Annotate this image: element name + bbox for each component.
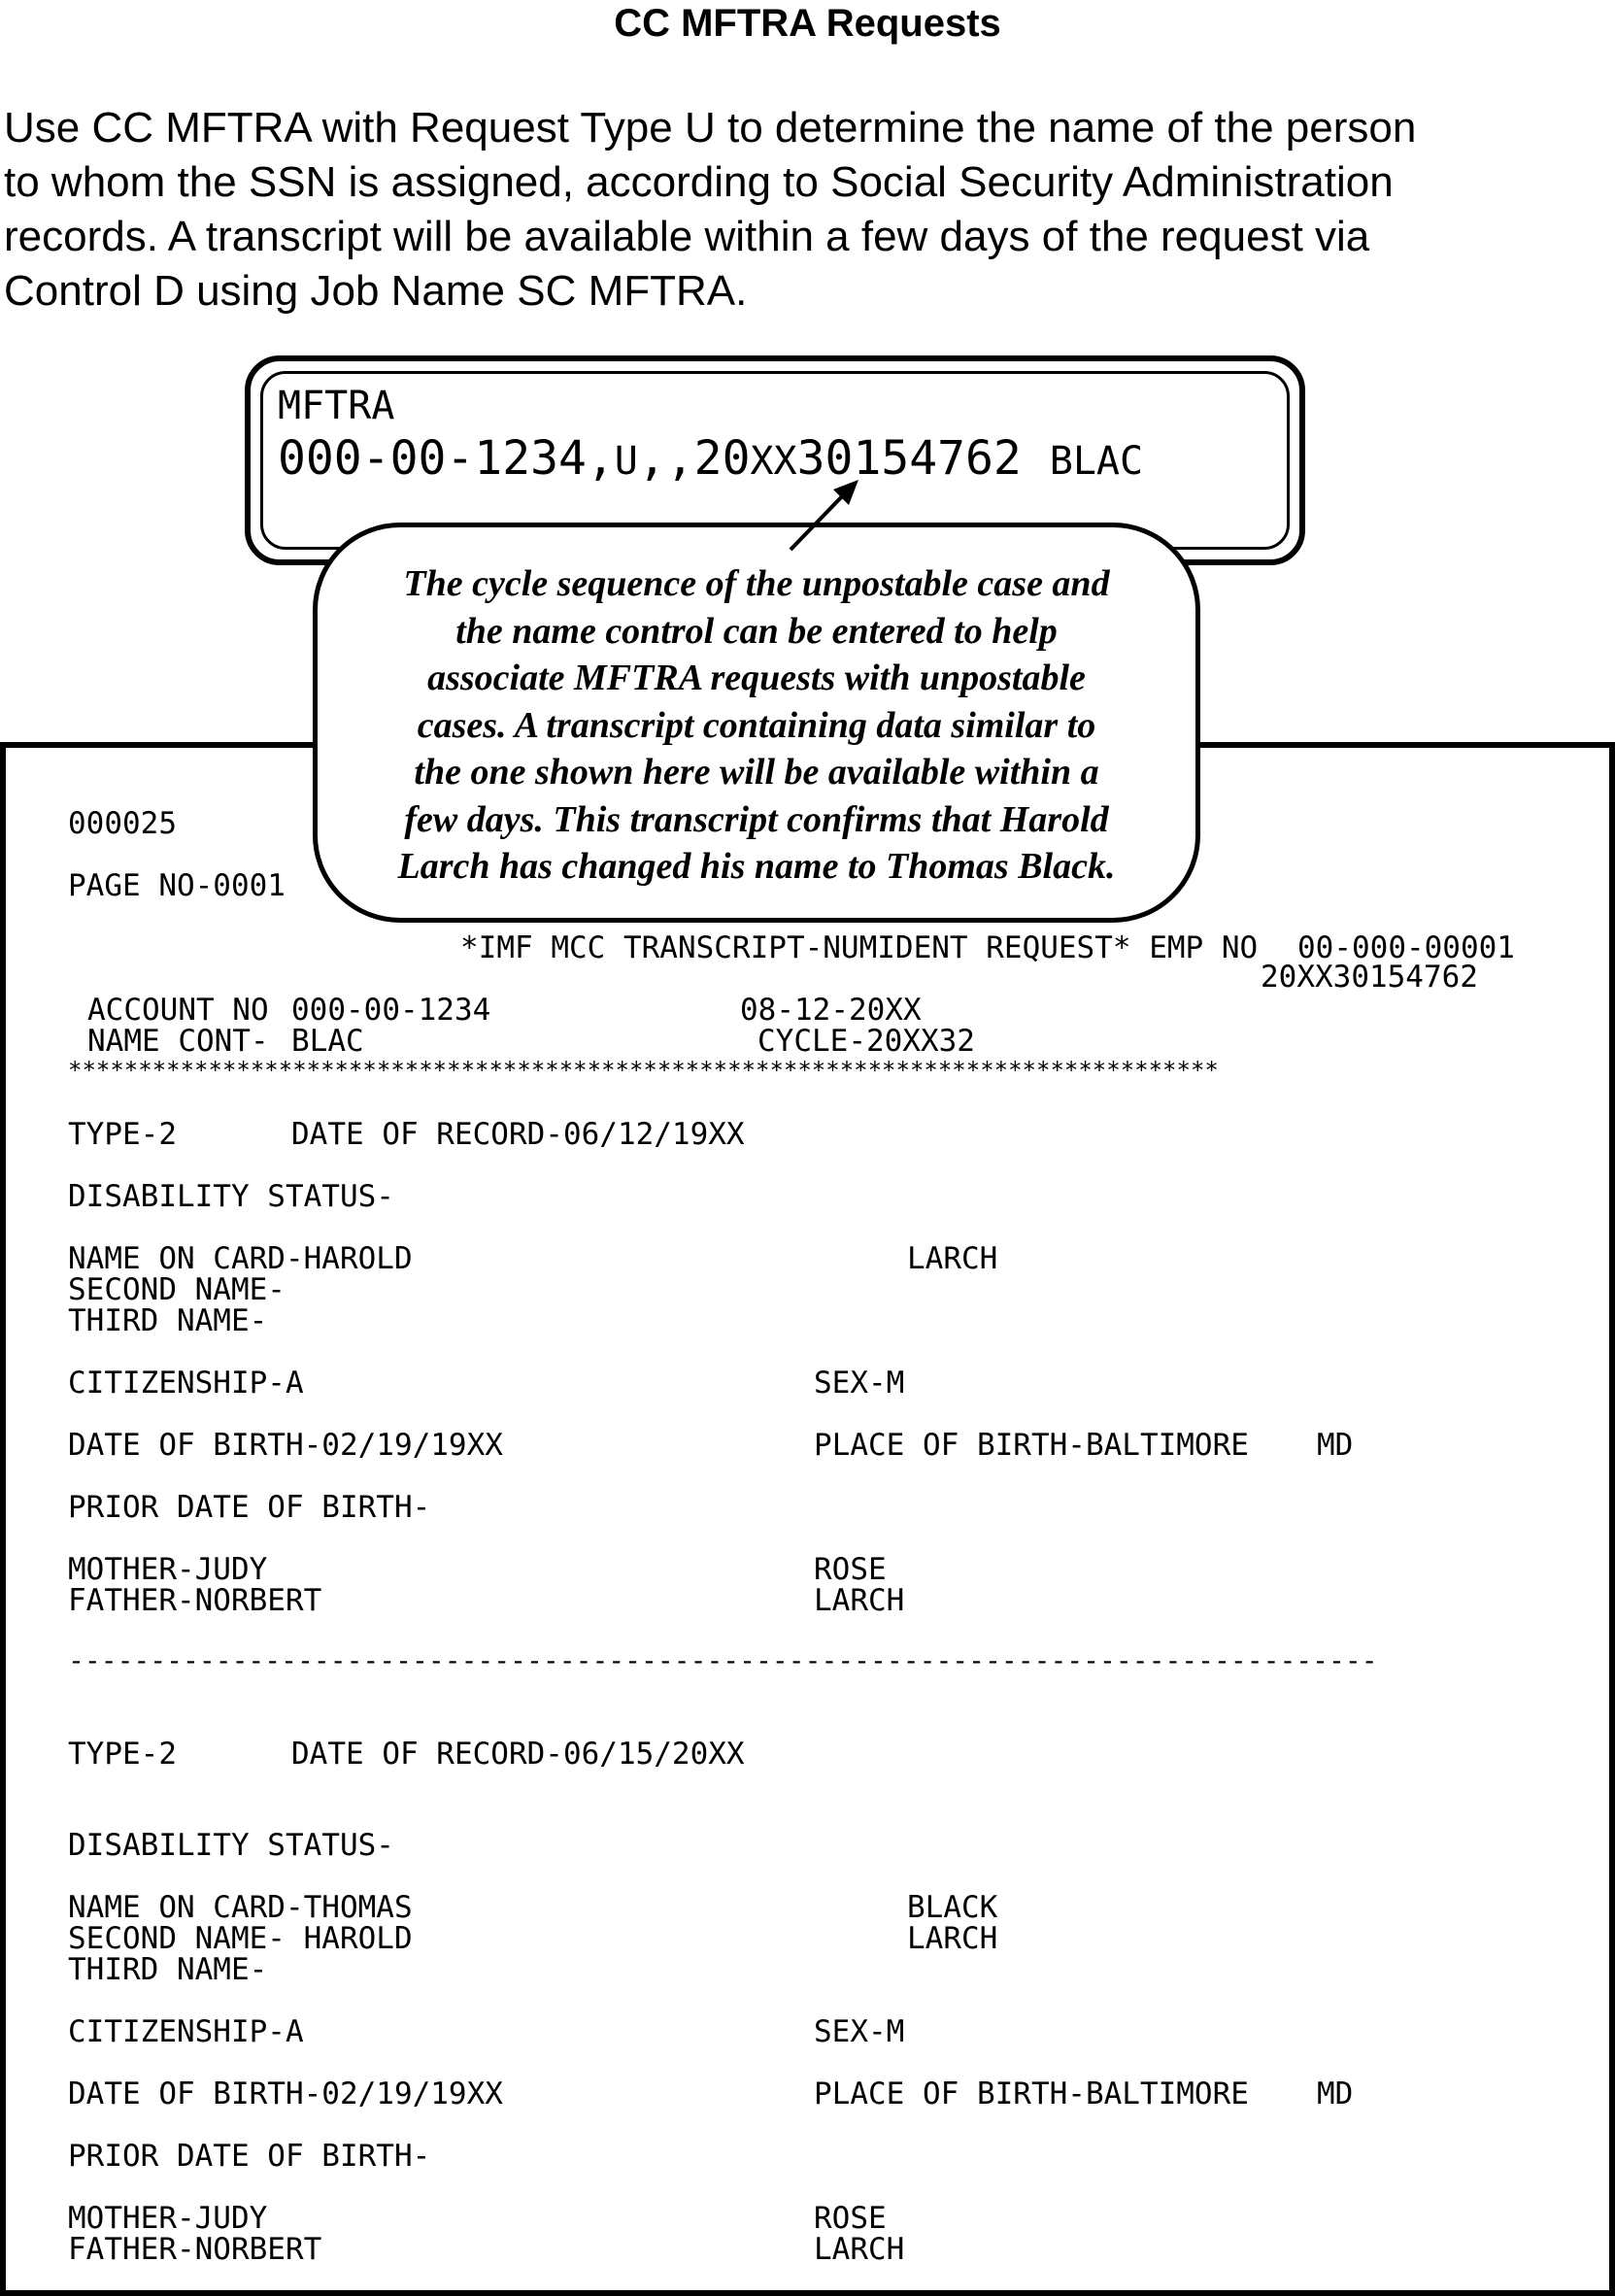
record-1-second-name: SECOND NAME- [68,1272,286,1307]
record-1-pob: PLACE OF BIRTH-BALTIMORE [814,1428,1249,1463]
name-control-value: BLAC [291,1024,364,1059]
star-separator: ********************************************************************************** [68,1057,1219,1084]
record-2-father: FATHER-NORBERT [68,2232,322,2267]
record-2-dob: DATE OF BIRTH-02/19/19XX [68,2077,503,2111]
record-2-pob: PLACE OF BIRTH-BALTIMORE [814,2077,1249,2111]
callout-line: the one shown here will be available within a [414,752,1099,793]
record-2-mother: MOTHER-JUDY [68,2201,268,2236]
record-1-name-on-card-last: LARCH [907,1241,998,1276]
record-2-mother-last: ROSE [814,2201,887,2236]
record-1-date-of-record: DATE OF RECORD-06/12/19XX [291,1117,745,1152]
callout-line: few days. This transcript confirms that Harold [404,798,1109,840]
record-2-citizenship: CITIZENSHIP-A [68,2014,304,2049]
input-year: 20 [693,431,751,486]
record-1-name-on-card: NAME ON CARD-HAROLD [68,1241,413,1276]
record-1-disability: DISABILITY STATUS- [68,1179,394,1214]
input-year-xx: XX [750,439,797,484]
transcript-header-title: *IMF MCC TRANSCRIPT-NUMIDENT REQUEST* EMP NO [460,930,1259,965]
callout-line: cases. A transcript containing data similar to [417,704,1096,746]
record-1-mother: MOTHER-JUDY [68,1552,268,1587]
record-1-type: TYPE-2 [68,1117,177,1152]
record-1-citizenship: CITIZENSHIP-A [68,1366,304,1401]
callout-line: The cycle sequence of the unpostable case and [403,563,1110,604]
record-1-pob-state: MD [1317,1428,1354,1463]
transcript-page-no: PAGE NO-0001 [68,868,286,903]
page-title: CC MFTRA Requests [614,2,1001,45]
transcript-emp-no: 00-000-00001 [1297,930,1515,965]
callout-arrow-icon [0,0,1615,602]
record-1-third-name: THIRD NAME- [68,1303,268,1338]
intro-line: Use CC MFTRA with Request Type U to determine the name of the person [4,104,1417,152]
intro-line: to whom the SSN is assigned, according to Social Security Administration [4,158,1394,206]
dash-separator: -------------------------------------------------------------------------------- [68,1644,1378,1676]
intro-line: Control D using Job Name SC MFTRA. [4,267,748,315]
intro-line: records. A transcript will be available within a few days of the request via [4,213,1370,260]
transcript-cycle: CYCLE-20XX32 [757,1024,975,1059]
input-name-control: BLAC [1049,439,1144,484]
name-control-label: NAME CONT- [87,1024,269,1059]
record-2-pob-state: MD [1317,2077,1354,2111]
record-2-father-last: LARCH [814,2232,905,2267]
record-2-name-on-card-last: BLACK [907,1890,998,1925]
account-label: ACCOUNT NO [87,993,269,1028]
record-2-type: TYPE-2 [68,1737,177,1772]
record-1-prior-dob: PRIOR DATE OF BIRTH- [68,1490,431,1525]
record-1-dob: DATE OF BIRTH-02/19/19XX [68,1428,503,1463]
record-2-disability: DISABILITY STATUS- [68,1828,394,1863]
record-1-father-last: LARCH [814,1583,905,1618]
callout-line: associate MFTRA requests with unpostable [427,658,1086,698]
record-2-prior-dob: PRIOR DATE OF BIRTH- [68,2139,431,2174]
record-1-father: FATHER-NORBERT [68,1583,322,1618]
callout-line: the name control can be entered to help [455,610,1058,652]
command-code: MFTRA [278,384,395,428]
input-separator: ,, [637,431,694,486]
record-2-second-name: SECOND NAME- HAROLD [68,1921,413,1956]
transcript-seq-no: 000025 [68,806,177,841]
transcript-date: 08-12-20XX [740,993,922,1028]
callout-text [337,560,1176,891]
input-ssn: 000-00-1234, [278,431,615,486]
callout-line: Larch has changed his name to Thomas Black. [397,846,1116,887]
record-2-third-name: THIRD NAME- [68,1952,268,1987]
transcript-cycle-sequence: 20XX30154762 [1261,960,1478,995]
account-number: 000-00-1234 [291,993,491,1028]
record-2-name-on-card: NAME ON CARD-THOMAS [68,1890,413,1925]
record-1-mother-last: ROSE [814,1552,887,1587]
record-2-date-of-record: DATE OF RECORD-06/15/20XX [291,1737,745,1772]
input-request-type: U [614,439,638,484]
input-cycle-sequence: 30154762 [796,431,1022,486]
record-1-sex: SEX-M [814,1366,905,1401]
record-2-sex: SEX-M [814,2014,905,2049]
record-2-second-name-last: LARCH [907,1921,998,1956]
